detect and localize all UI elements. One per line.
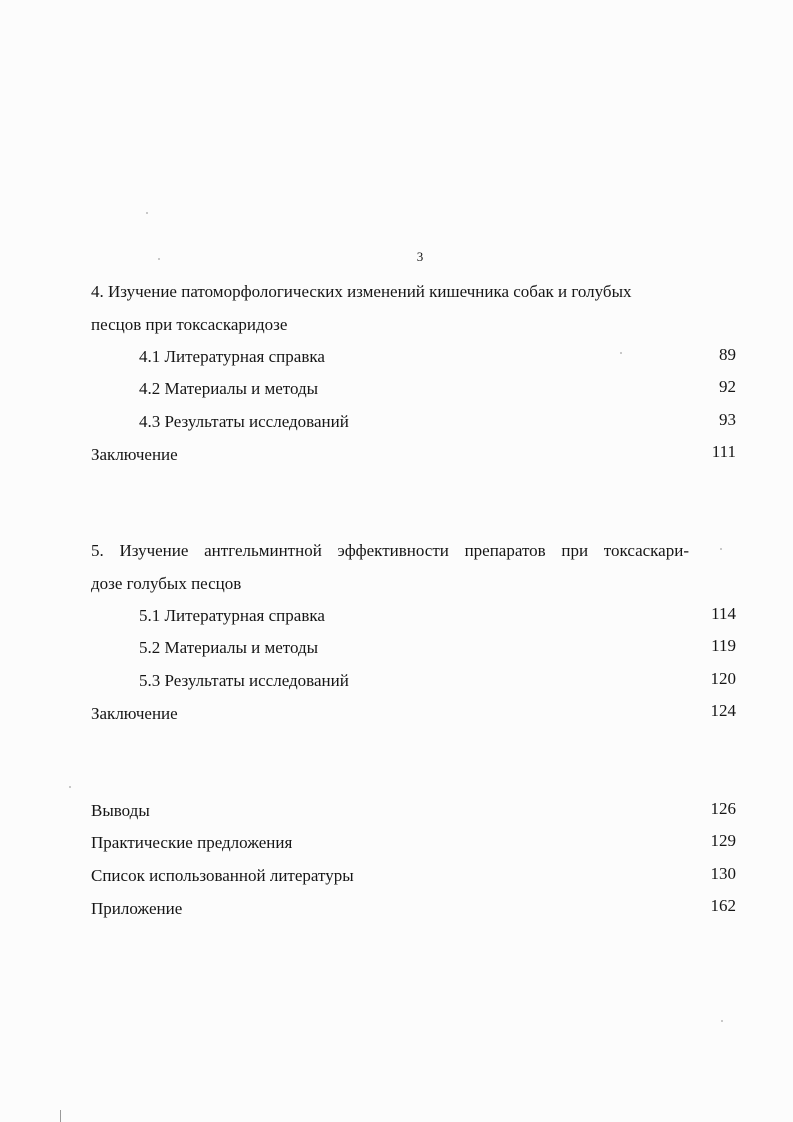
toc-conclusion-page: 111: [711, 442, 736, 461]
toc-entry-label: 5.2 Материалы и методы: [139, 638, 319, 657]
scan-speck: [620, 352, 622, 354]
toc-backmatter-page: 129: [710, 831, 736, 850]
scan-speck: [69, 786, 71, 788]
toc-entry-page: 92: [719, 377, 736, 396]
toc-backmatter-page: 162: [710, 896, 736, 915]
page-number: 3: [416, 249, 424, 264]
toc-backmatter-label: Практические предложения: [91, 833, 293, 852]
toc-conclusion-label: Заключение: [91, 704, 178, 723]
toc-backmatter-label: Список использованной литературы: [91, 866, 354, 885]
toc-backmatter-page: 130: [710, 864, 736, 883]
section4-title-line1: 4. Изучение патоморфологических изменений кишечника собак и голубых: [91, 282, 632, 301]
toc-entry-page: 119: [711, 636, 736, 655]
toc-conclusion-page: 124: [710, 701, 736, 720]
toc-entry-page: 120: [710, 669, 736, 688]
section5-title-line2: дозе голубых песцов: [91, 574, 242, 593]
toc-backmatter-label: Приложение: [91, 899, 183, 918]
toc-backmatter-label: Выводы: [91, 801, 150, 820]
toc-entry-label: 4.1 Литературная справка: [139, 347, 325, 366]
toc-entry-label: 4.2 Материалы и методы: [139, 379, 319, 398]
toc-conclusion-label: Заключение: [91, 445, 178, 464]
scan-speck: [720, 548, 722, 550]
toc-entry-label: 5.1 Литературная справка: [139, 606, 325, 625]
toc-entry-label: 4.3 Результаты исследований: [139, 412, 349, 431]
toc-entry-label: 5.3 Результаты исследований: [139, 671, 349, 690]
scan-speck: [146, 212, 148, 214]
section4-title-line2: песцов при токсаскаридозе: [91, 315, 288, 334]
scan-speck: [158, 258, 160, 260]
toc-backmatter-page: 126: [710, 799, 736, 818]
scan-edge-mark: [60, 1110, 61, 1122]
toc-entry-page: 89: [719, 345, 736, 364]
toc-entry-page: 93: [719, 410, 736, 429]
toc-entry-page: 114: [711, 604, 736, 623]
section5-title-line1: 5. Изучение антгельминтной эффективности препаратов при токсаскари-: [91, 541, 689, 560]
scan-speck: [721, 1020, 723, 1022]
